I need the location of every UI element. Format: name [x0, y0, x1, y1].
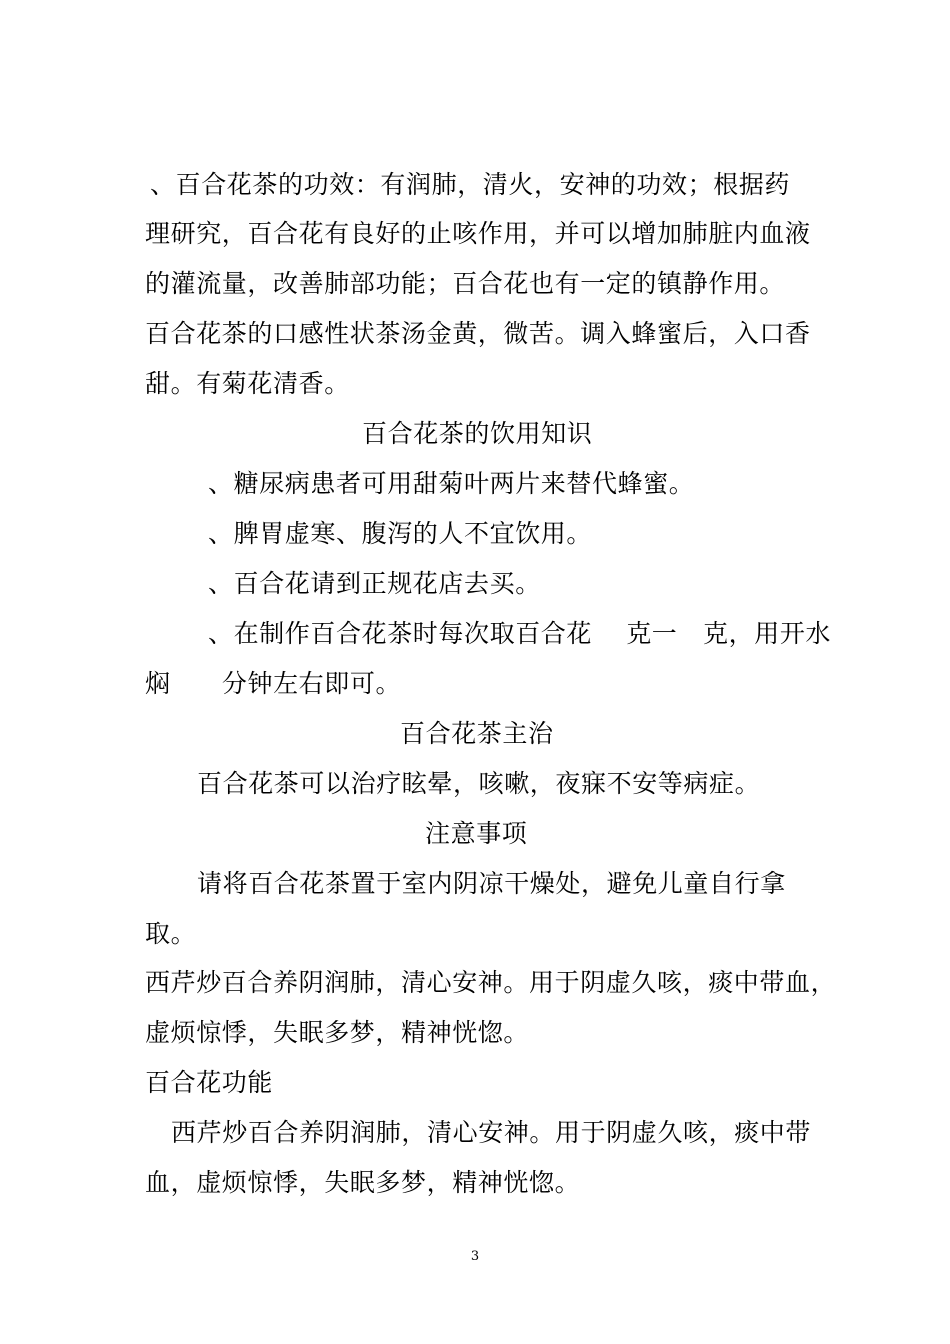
paragraph-line: 虚烦惊悸，失眠多梦，精神恍惚。 — [145, 1018, 530, 1047]
paragraph-line: 西芹炒百合养阴润肺，清心安神。用于阴虚久咳，痰中带 — [171, 1118, 812, 1147]
paragraph-line: 取。 — [145, 919, 197, 948]
page-number: 3 — [470, 1249, 480, 1264]
section-heading: 注意事项 — [425, 819, 528, 848]
paragraph-line: 理研究，百合花有良好的止咳作用，并可以增加肺脏内血液 — [145, 219, 811, 248]
paragraph-line: 百合花茶的口感性状茶汤金黄，微苦。调入蜂蜜后，入口香 — [145, 319, 811, 348]
section-heading: 百合花功能 — [145, 1068, 274, 1097]
paragraph-line: 请将百合花茶置于室内阴凉干燥处，避免儿童自行拿 — [197, 869, 786, 898]
paragraph-line: 血，虚烦惊悸，失眠多梦，精神恍惚。 — [145, 1168, 581, 1197]
list-item: 、糖尿病患者可用甜菊叶两片来替代蜂蜜。 — [208, 469, 695, 498]
section-heading: 百合花茶主治 — [400, 719, 554, 748]
section-heading: 百合花茶的饮用知识 — [362, 419, 593, 448]
paragraph-line: 的灌流量，改善肺部功能；百合花也有一定的镇静作用。 — [145, 269, 786, 298]
paragraph-line: 百合花茶可以治疗眩晕，咳嗽，夜寐不安等病症。 — [197, 769, 761, 798]
list-item: 、在制作百合花茶时每次取百合花 克一 克，用开水 — [208, 619, 832, 648]
list-item-continuation: 焖 分钟左右即可。 — [145, 669, 402, 698]
list-item: 、脾胃虚寒、腹泻的人不宜饮用。 — [208, 519, 593, 548]
paragraph-line: 、百合花茶的功效：有润肺，清火，安神的功效；根据药 — [150, 170, 791, 199]
list-item: 、百合花请到正规花店去买。 — [208, 569, 541, 598]
paragraph-line: 甜。有菊花清香。 — [145, 369, 350, 398]
paragraph-line: 西芹炒百合养阴润肺，清心安神。用于阴虚久咳，痰中带血， — [145, 968, 837, 997]
